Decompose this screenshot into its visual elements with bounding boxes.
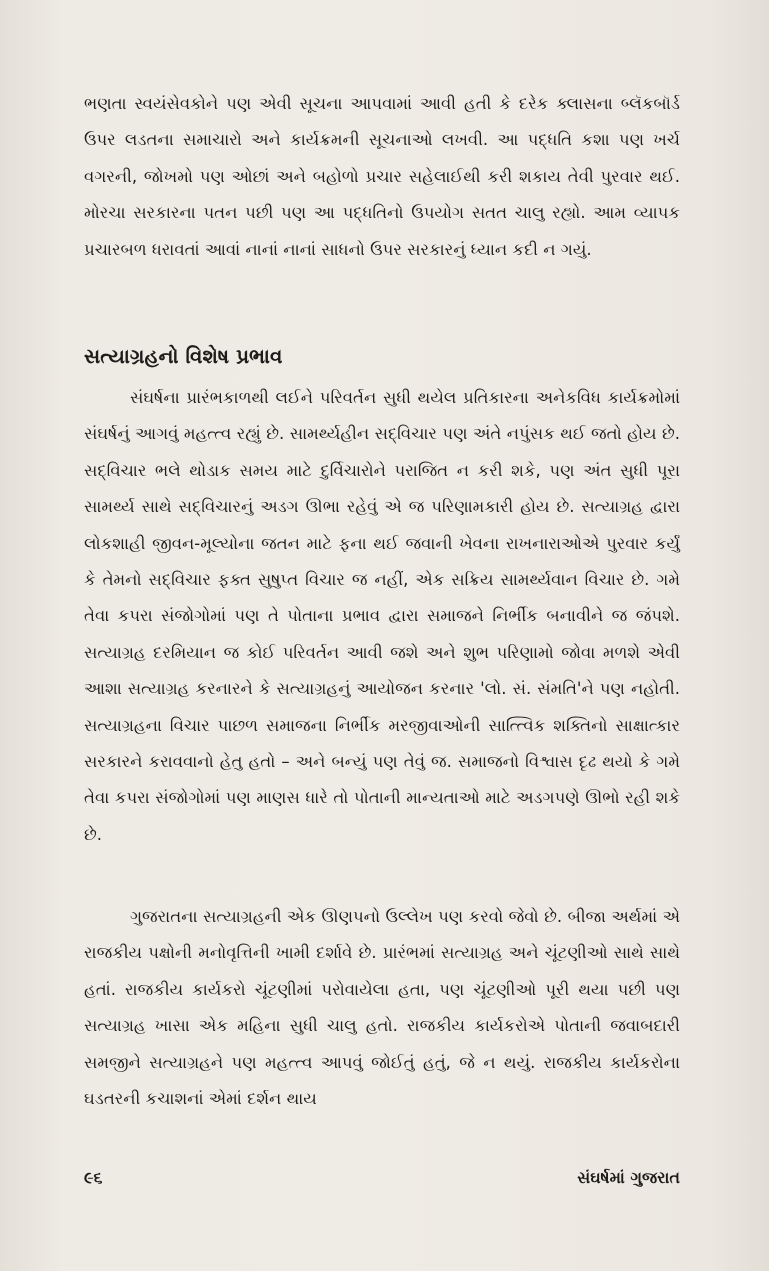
body-paragraph-2 xyxy=(84,380,680,853)
section-heading: સત્યાગ્રહનો વિશેષ પ્રભાવ xyxy=(84,344,283,368)
paragraph-2-text: સંઘર્ષના પ્રારંભકાળથી લઈને પરિવર્તન સુધી થયેલ પ્રતિકારના અનેકવિધ કાર્યક્રમોમાં સંઘર્ષનું આગવું મહત્ત્વ રહ્યું છે. સામર્થ્યહીન સદ્‌વિચાર પણ અંતે નપુંસક થઈ જતો હોય છે. સદ્‌વિચાર ભલે થોડાક સમય માટે દુર્વિચારોને પરાજિત ન કરી શકે, પણ અંત સુધી પૂરા સામર્થ્ય સાથે સદ્‌વિચારનું અડગ ઊભા રહેવું એ જ પરિણામકારી હોય છે. સત્યાગ્રહ દ્વારા લોકશાહી જીવન-મૂલ્યોના જતન માટે ફના થઈ જવાની ખેવના રાખનારાઓએ પુરવાર કર્યું કે તેમનો સદ્‌વિચાર ફક્ત સુષુપ્ત વિચાર જ નહીં, એક સક્રિય સામર્થ્યવાન વિચાર છે. ગમે તેવા કપરા સંજોગોમાં પણ તે પોતાના પ્રભાવ દ્વારા સમાજને નિર્ભીક બનાવીને જ જંપશે. સત્યાગ્રહ દરમિયાન જ કોઈ પરિવર્તન આવી જશે અને શુભ પરિણામો જોવા મળશે એવી આશા સત્યાગ્રહ કરનારને કે સત્યાગ્રહનું આયોજન કરનાર 'લો. સં. સંમતિ'ને પણ નહોતી. સત્યાગ્રહના વિચાર પાછળ સમાજના નિર્ભીક મરજીવાઓની સાત્ત્વિક શક્તિનો સાક્ષાત્કાર સરકારને કરાવવાનો હેતુ હતો – અને બન્યું પણ તેવું જ. સમાજનો વિશ્વાસ દૃઢ થયો કે ગમે તેવા કપરા સંજોગોમાં પણ માણસ ધારે તો પોતાની માન્યતાઓ માટે અડગપણે ઊભો રહી શકે છે. xyxy=(84,388,680,844)
page-number: ૯૬ xyxy=(84,1168,103,1187)
page-footer xyxy=(84,1168,680,1196)
paragraph-1-text: ભણતા સ્વયંસેવકોને પણ એવી સૂચના આપવામાં આવી હતી કે દરેક ક્લાસના બ્લૅકબૉર્ડ ઉપર લડતના સમાચારો અને કાર્યક્રમની સૂચનાઓ લખવી. આ પદ્ધતિ કશા પણ ખર્ચ વગરની, જોખમો પણ ઓછાં અને બહોળો પ્રચાર સહેલાઈથી કરી શકાય તેવી પુરવાર થઈ. મોરચા સરકારના પતન પછી પણ આ પદ્ધતિનો ઉપયોગ સતત ચાલુ રહ્યો. આમ વ્યાપક પ્રચારબળ ધરાવતાં આવાં નાનાં નાનાં સાધનો ઉપર સરકારનું ધ્યાન કદી ન ગયું. xyxy=(84,94,680,259)
body-paragraph-3 xyxy=(84,899,680,1117)
running-footer-title: સંઘર્ષમાં ગુજરાત xyxy=(577,1168,680,1187)
paragraph-3-text: ગુજરાતના સત્યાગ્રહની એક ઊણપનો ઉલ્લેખ પણ કરવો જેવો છે. બીજા અર્થમાં એ રાજકીય પક્ષોની મનોવૃત્તિની ખામી દર્શાવે છે. પ્રારંભમાં સત્યાગ્રહ અને ચૂંટણીઓ સાથે સાથે હતાં. રાજકીય કાર્યકરો ચૂંટણીમાં પરોવાયેલા હતા, પણ ચૂંટણીઓ પૂરી થયા પછી પણ સત્યાગ્રહ ખાસા એક મહિના સુધી ચાલુ હતો. રાજકીય કાર્યકરોએ પોતાની જવાબદારી સમજીને સત્યાગ્રહને પણ મહત્ત્વ આપવું જોઈતું હતું, જે ન થયું. રાજકીય કાર્યકરોના ઘડતરની કચાશનાં એમાં દર્શન થાય xyxy=(84,907,680,1109)
body-paragraph-1 xyxy=(84,86,680,268)
